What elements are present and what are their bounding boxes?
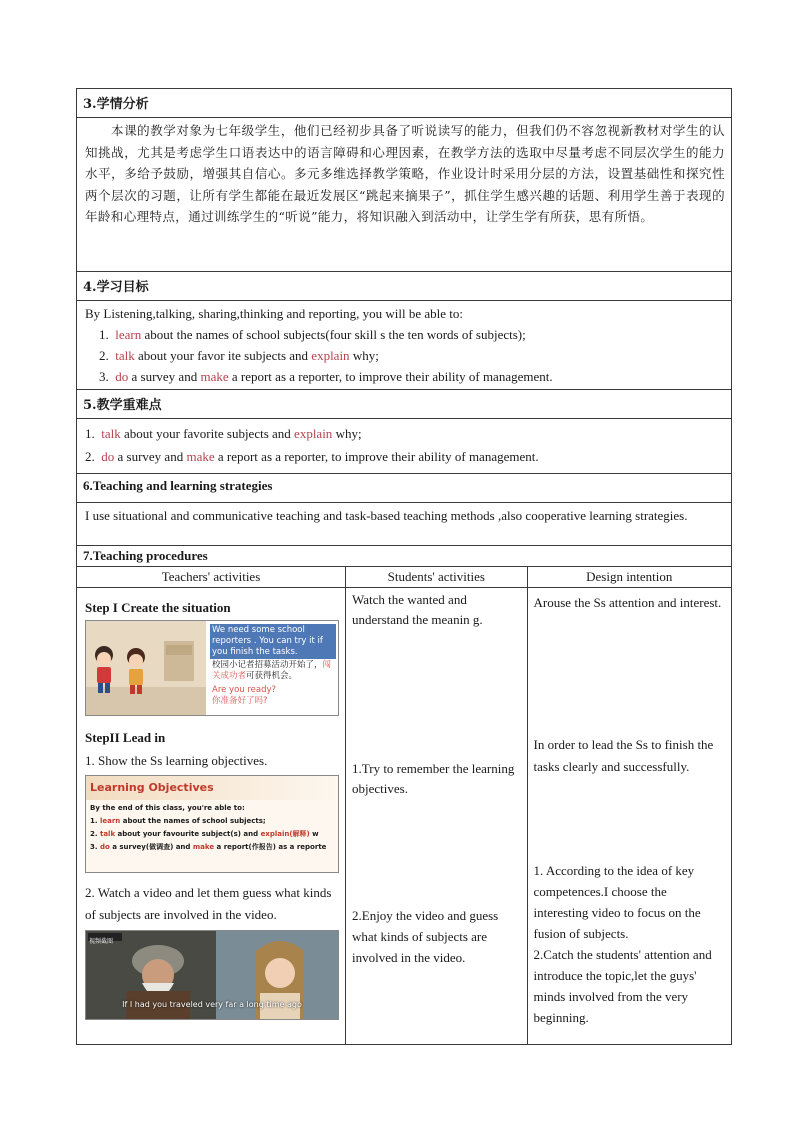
keyword-do: do — [101, 449, 115, 464]
section7-heading: 7.Teaching procedures — [77, 546, 732, 567]
item-text: a report as a reporter, to improve their ability of management. — [228, 369, 553, 384]
col-header-intention: Design intention — [527, 567, 731, 588]
line-number: 1. — [90, 817, 100, 825]
bubble-cn-part: 校园小记者招募活动开始了， — [212, 660, 323, 670]
keyword-make: make — [200, 369, 229, 384]
item-number: 1. — [99, 327, 109, 342]
section3-heading: 3.学情分析 — [77, 89, 732, 118]
keyword: explain(解释) — [260, 830, 310, 838]
keyword-make: make — [186, 449, 215, 464]
objectives-intro: By Listening,talking, sharing,thinking and reporting, you will be able to: — [85, 306, 464, 321]
section5-body — [77, 419, 732, 474]
student-activity-3: 2.Enjoy the video and guess what kinds of subjects are involved in the video. — [352, 908, 499, 965]
objectives-picture-line-3 — [90, 841, 334, 854]
intention-1: Arouse the Ss attention and interest. — [533, 595, 722, 610]
section3-body: 本课的教学对象为七年级学生，他们已经初步具备了听说读写的能力，但我们仍不容忽视新教材对学生的认知挑战，尤其是考虑学生口语表达中的语言障碍和心理因素，在教学方法的选取中尽量考虑不同层次学生的能力水平，多给予鼓励，增强其自信心。多元多维选择教学策略，作业设计时采用分层的方法，设置基础性和探究性两个层次的习题，让所有学生都能在最近发展区“跳起来摘果子”，抓住学生感兴趣的话题、利用学生善于表现的年龄和心理特点，通过训练学生的“听说”能力，将知识融入到活动中，让学生学有所获，思有所悟。 — [77, 118, 732, 272]
keypoint-item-2 — [85, 445, 723, 468]
line-number: 2. — [90, 830, 100, 838]
bubble-chinese — [210, 659, 336, 683]
student-activity-2: 1.Try to remember the learning objectives. — [352, 761, 515, 796]
keyword: do — [99, 843, 110, 851]
objective-item-1 — [85, 324, 723, 345]
line-text: a report(作报告) as a reporte — [214, 843, 327, 851]
intention-3b: 2.Catch the students' attention and introduce the topic,let the guys' minds involved from the very beginning. — [533, 947, 712, 1025]
intention-2: In order to lead the Ss to finish the tasks clearly and successfully. — [533, 737, 714, 774]
students-activities-cell — [346, 588, 528, 1045]
teachers-activities-cell — [77, 588, 346, 1045]
keyword-explain: explain — [311, 348, 350, 363]
item-number: 2. — [85, 449, 95, 464]
section4-heading: 4.学习目标 — [77, 272, 732, 301]
objective-item-2 — [85, 345, 723, 366]
item-text: about your favor ite subjects and — [134, 348, 312, 363]
item-number: 3. — [99, 369, 109, 384]
situation-picture — [85, 620, 339, 716]
design-intention-cell — [527, 588, 731, 1045]
item-text: about the names of school subjects(four skill s the ten words of subjects); — [141, 327, 526, 342]
item-text: why; — [349, 348, 379, 363]
item-text: a survey and — [128, 369, 201, 384]
step2-title: StepII Lead in — [85, 730, 166, 745]
bubble-cn-highlight: 闯关成功者 — [212, 660, 332, 681]
student-activity-1: Watch the wanted and understand the meanin g. — [352, 592, 483, 627]
line-text: a survey(做调查) and — [109, 843, 193, 851]
line-number: 3. — [90, 843, 100, 851]
keypoint-item-1 — [85, 422, 723, 445]
keyword-talk: talk — [115, 348, 135, 363]
bubble-text — [210, 624, 336, 707]
objectives-picture-line-1 — [90, 815, 334, 828]
item-text: a survey and — [114, 449, 187, 464]
col-header-students: Students' activities — [346, 567, 528, 588]
line-text: about the names of school subjects; — [120, 817, 266, 825]
objectives-picture-line-2 — [90, 828, 334, 841]
item-text: why; — [332, 426, 362, 441]
ready-english: Are you ready? — [212, 685, 277, 695]
item-number: 1. — [85, 426, 95, 441]
section4-body — [77, 301, 732, 390]
keyword-explain: explain — [294, 426, 333, 441]
step2-item-1: 1. Show the Ss learning objectives. — [85, 753, 268, 768]
objectives-picture-title: Learning Objectives — [86, 776, 338, 800]
line-text: w — [309, 830, 319, 838]
keyword-learn: learn — [115, 327, 142, 342]
objective-item-3 — [85, 366, 723, 387]
objectives-picture — [85, 775, 339, 873]
video-subtitle: If I had you traveled very far a long time ago — [122, 1000, 302, 1009]
section6-heading: 6.Teaching and learning strategies — [77, 474, 732, 503]
keyword: make — [192, 843, 215, 851]
step1-title: Step I Create the situation — [85, 600, 231, 615]
ready-chinese: 你准备好了吗? — [212, 696, 268, 706]
keyword-talk: talk — [101, 426, 121, 441]
item-text: about your favorite subjects and — [120, 426, 295, 441]
video-corner-label: 视频截图 — [89, 938, 114, 945]
objectives-picture-body — [86, 800, 338, 856]
section6-body: I use situational and communicative teaching and task-based teaching methods ,also cooperative learning strategies. — [77, 503, 732, 546]
item-text: a report as a reporter, to improve their ability of management. — [214, 449, 539, 464]
keyword-do: do — [115, 369, 129, 384]
keyword: learn — [99, 817, 121, 825]
section5-heading: 5.教学重难点 — [77, 390, 732, 419]
keyword: talk — [99, 830, 116, 838]
bubble-english: We need some school reporters . You can try it if you finish the tasks. — [210, 624, 336, 659]
objectives-picture-intro: By the end of this class, you're able to: — [90, 804, 245, 812]
lesson-plan-table — [76, 88, 732, 1045]
col-header-teachers: Teachers' activities — [77, 567, 346, 588]
item-number: 2. — [99, 348, 109, 363]
intention-3a: 1. According to the idea of key competences.I choose the interesting video to focus on the fusion of subjects. — [533, 863, 701, 941]
step2-item-2: 2. Watch a video and let them guess what kinds of subjects are involved in the video. — [85, 885, 332, 922]
line-text: about your favourite subject(s) and — [115, 830, 261, 838]
bubble-cn-part: 可获得机会。 — [246, 671, 298, 681]
video-screenshot — [85, 930, 339, 1020]
